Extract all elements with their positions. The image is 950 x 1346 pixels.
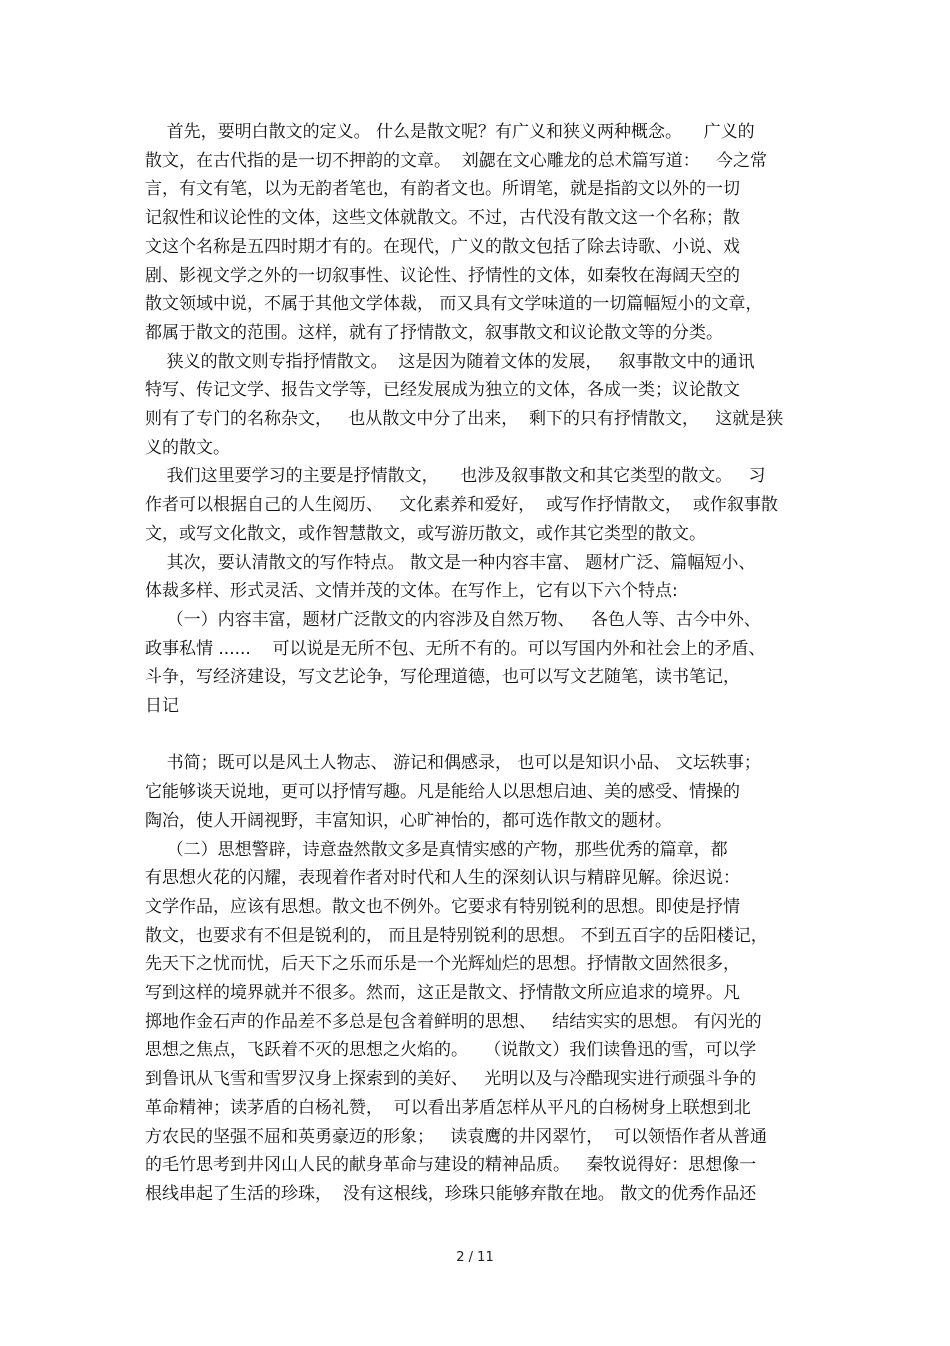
text-line: 文，或写文化散文，或作智慧散文，或写游历散文，或作其它类型的散文。	[145, 523, 706, 544]
text-line: （二）思想警辟，诗意盎然散文多是真情实感的产物，那些优秀的篇章，都	[145, 839, 728, 860]
text-line: 陶冶，使人开阔视野，丰富知识，心旷神怡的，都可选作散文的题材。	[145, 810, 672, 831]
text-line: 作者可以根据自己的人生阅历、 文化素养和爱好， 或写作抒情散文， 或作叙事散	[145, 495, 778, 516]
text-line: 的毛竹思考到井冈山人民的献身革命与建设的精神品质。 秦牧说得好：思想像一	[145, 1155, 757, 1176]
text-line: 革命精神；读茅盾的白杨礼赞， 可以看出茅盾怎样从平凡的白杨树身上联想到北	[145, 1097, 751, 1118]
text-line: 狭义的散文则专指抒情散文。 这是因为随着文体的发展， 叙事散文中的通讯	[145, 351, 755, 372]
text-line: 根线串起了生活的珍珠， 没有这根线，珍珠只能够弃散在地。 散文的优秀作品还	[145, 1183, 757, 1204]
text-line: 斗争，写经济建设，写文艺论争，写伦理道德，也可以写文艺随笔，读书笔记，	[145, 667, 740, 688]
text-line: 则有了专门的名称杂文， 也从散文中分了出来， 剩下的只有抒情散文， 这就是狭	[145, 409, 784, 429]
text-line: 文学作品，应该有思想。散文也不例外。它要求有特别锐利的思想。即使是抒情	[145, 896, 740, 917]
text-line: 文这个名称是五四时期才有的。在现代，广义的散文包括了除去诗歌、小说、戏	[145, 236, 740, 257]
text-line: 特写、传记文学、报告文学等，已经发展成为独立的文体，各成一类；议论散文	[145, 380, 740, 401]
text-line: 言，有文有笔，以为无韵者笔也，有韵者文也。所谓笔，就是指韵文以外的一切	[145, 179, 740, 200]
text-line: 它能够谈天说地，更可以抒情写趣。凡是能给人以思想启迪、美的感受、情操的	[145, 782, 740, 803]
text-line: 其次，要认清散文的写作特点。 散文是一种内容丰富、 题材广泛、篇幅短小、	[145, 552, 756, 573]
text-line: 政事私情 ...... 可以说是无所不包、无所不有的。可以写国内外和社会上的矛盾、	[145, 638, 766, 659]
text-line: （一）内容丰富，题材广泛散文的内容涉及自然万物、 各色人等、古今中外、	[145, 609, 761, 630]
text-line: 掷地作金石声的作品差不多总是包含着鲜明的思想、 结结实实的思想。 有闪光的	[145, 1011, 762, 1032]
text-line: 体裁多样、形式灵活、文情并茂的文体。在写作上，它有以下六个特点:	[145, 581, 678, 602]
text-line: 有思想火花的闪耀，表现着作者对时代和人生的深刻认识与精辟见解。徐迟说：	[145, 868, 740, 889]
text-line: 散文，在古代指的是一切不押韵的文章。 刘勰在文心雕龙的总术篇写道： 今之常	[145, 150, 768, 171]
text-line: 我们这里要学习的主要是抒情散文， 也涉及叙事散文和其它类型的散文。 习	[145, 466, 766, 487]
text-line: 书简；既可以是风土人物志、 游记和偶感录， 也可以是知识小品、 文坛轶事；	[145, 753, 761, 774]
text-line: 剧、影视文学之外的一切叙事性、议论性、抒情性的文体，如秦牧在海阔天空的	[145, 265, 740, 286]
text-line: 都属于散文的范围。这样，就有了抒情散文，叙事散文和议论散文等的分类。	[145, 322, 723, 343]
text-line: 思想之焦点，飞跃着不灭的思想之火焰的。 （说散文）我们读鲁迅的雪，可以学	[145, 1040, 757, 1061]
text-line: 记叙性和议论性的文体，这些文体就散文。不过，古代没有散文这一个名称；散	[145, 208, 740, 229]
text-line: 写到这样的境界就并不很多。然而，这正是散文、抒情散文所应追求的境界。凡	[145, 983, 740, 1003]
text-line: 方农民的坚强不屈和英勇豪迈的形象； 读袁鹰的井冈翠竹， 可以领悟作者从普通	[145, 1126, 768, 1147]
page-number: 2 / 11	[456, 1250, 494, 1265]
text-line: 散文领域中说，不属于其他文学体裁， 而又具有文学味道的一切篇幅短小的文章，	[145, 294, 763, 315]
text-line: 先天下之忧而忧，后天下之乐而乐是一个光辉灿烂的思想。抒情散文固然很多，	[145, 954, 740, 975]
text-line: 日记	[145, 696, 179, 716]
text-line: 首先，要明白散文的定义。 什么是散文呢？有广义和狭义两种概念。 广义的	[145, 122, 755, 142]
text-line: 义的散文。	[145, 437, 230, 458]
text-line: 到鲁讯从飞雪和雪罗汉身上探索到的美好、 光明以及与冷酷现实进行顽强斗争的	[145, 1069, 757, 1090]
text-line: 散文，也要求有不但是锐利的， 而且是特别锐利的思想。 不到五百字的岳阳楼记，	[145, 925, 768, 946]
